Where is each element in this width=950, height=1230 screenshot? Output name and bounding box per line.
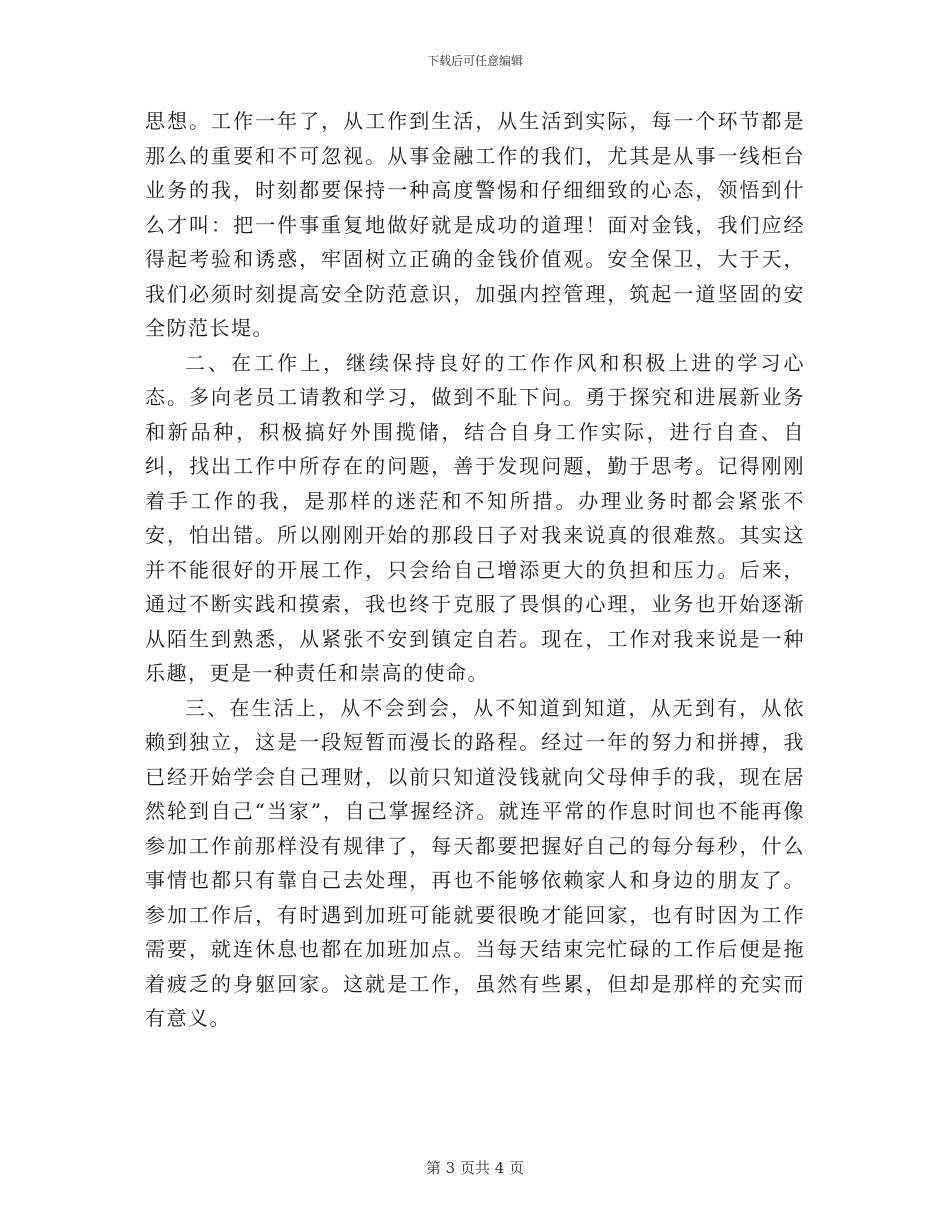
paragraph-work: 二、在工作上，继续保持良好的工作作风和积极上进的学习心态。多向老员工请教和学习，做到不耻下问。勇于探究和进展新业务和新品种，积极搞好外围揽储，结合自身工作实际，进行自查、自纠，找出工作中所存在的问题，善于发现问题，勤于思考。记得刚刚着手工作的我，是那样的迷茫和不知所措。办理业务时都会紧张不安，怕出错。所以刚刚开始的那段日子对我来说真的很难熬。其实这并不能很好的开展工作，只会给自己增添更大的负担和压力。后来，通过不断实践和摸索，我也终于克服了畏惧的心理，业务也开始逐渐从陌生到熟悉，从紧张不安到镇定自若。现在，工作对我来说是一种乐趣，更是一种责任和崇高的使命。 [145, 350, 805, 685]
page-number-footer: 第 3 页共 4 页 [425, 1159, 525, 1177]
paragraph-continuation: 思想。工作一年了，从工作到生活，从生活到实际，每一个环节都是那么的重要和不可忽视。从事金融工作的我们，尤其是从事一线柜台业务的我，时刻都要保持一种高度警惕和仔细细致的心态，领悟到什么才叫：把一件事重复地做好就是成功的道理！面对金钱，我们应经得起考验和诱惑，牢固树立正确的金钱价值观。安全保卫，大于天，我们必须时刻提高安全防范意识，加强内控管理，筑起一道坚固的安全防范长堤。 [145, 109, 805, 340]
paragraph-life: 三、在生活上，从不会到会，从不知道到知道，从无到有，从依赖到独立，这是一段短暂而漫长的路程。经过一年的努力和拼搏，我已经开始学会自己理财，以前只知道没钱就向父母伸手的我，现在居然轮到自己“当家”，自己掌握经济。就连平常的作息时间也不能再像参加工作前那样没有规律了，每天都要把握好自己的每分每秒，什么事情也都只有靠自己去处理，再也不能够依赖家人和身边的朋友了。参加工作后，有时遇到加班可能就要很晚才能回家，也有时因为工作需要，就连休息也都在加班加点。当每天结束完忙碌的工作后便是拖着疲乏的身躯回家。这就是工作，虽然有些累，但却是那样的充实而有意义。 [145, 695, 805, 1030]
page-header: 下载后可任意编辑 [426, 54, 523, 68]
document-body [145, 104, 805, 1036]
